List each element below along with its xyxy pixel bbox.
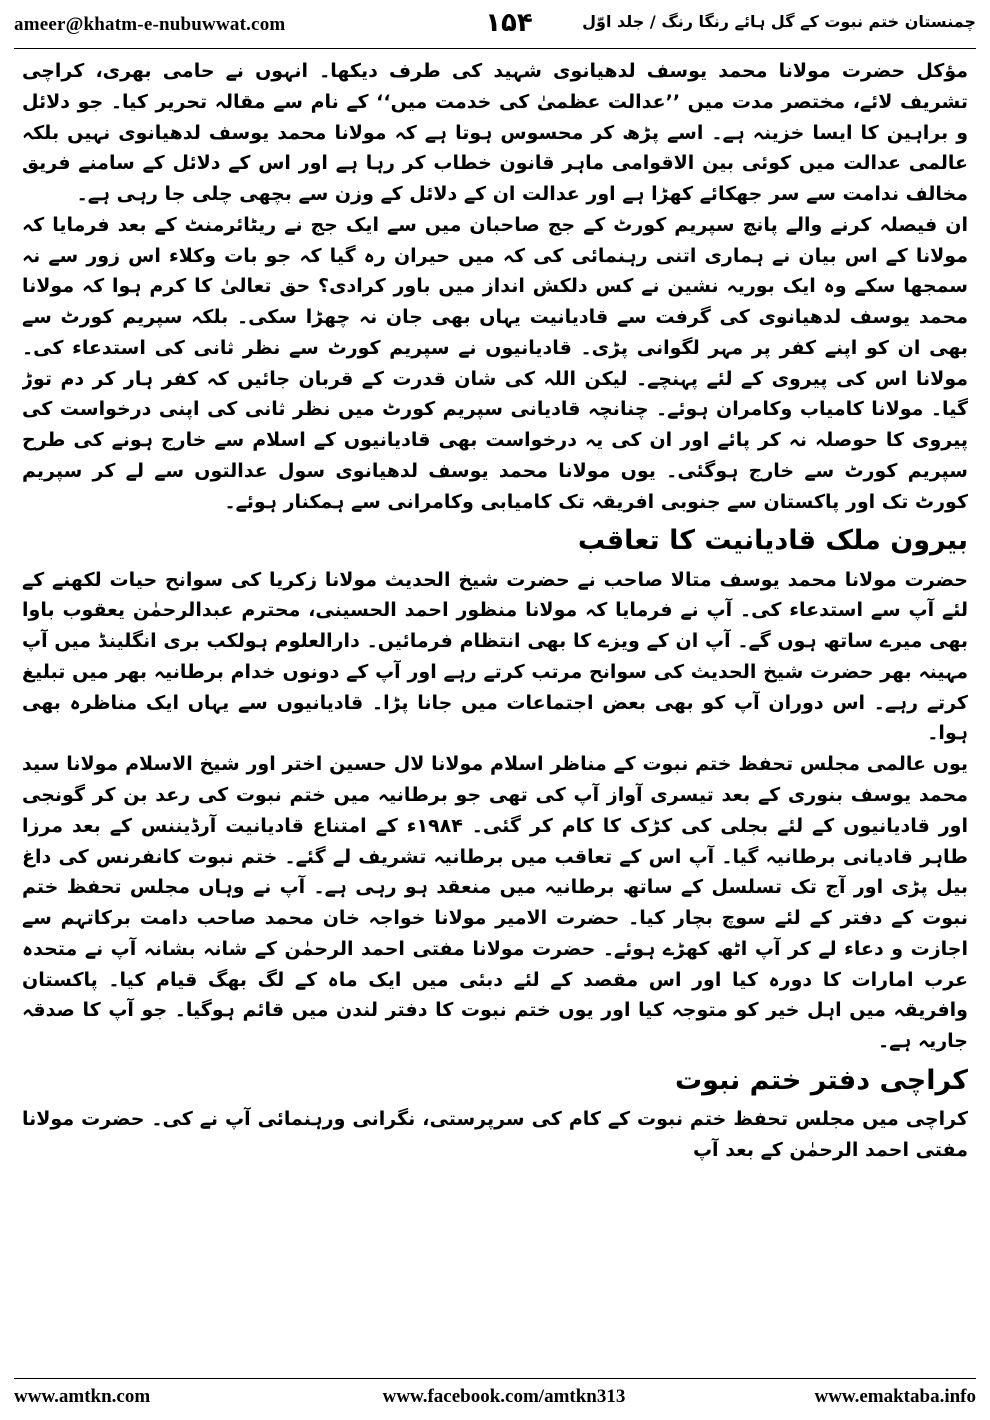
- page-number: ۱۵۴: [485, 8, 533, 38]
- body-paragraph: یوں عالمی مجلس تحفظ ختم نبوت کے مناظر اسلام مولانا لال حسین اختر اور شیخ الاسلام مولانا سید محمد یوسف بنوری کے بعد تیسری آواز آپ کی تھی جو برطانیہ میں ختم نبوت کی رعد بن کر گونجی اور قادیانیوں کے لئے بجلی کی کڑک کا کام کر گئی۔ ۱۹۸۴ء کے امتناع قادیانیت آرڈیننس کے بعد مرزا طاہر قادیانی برطانیہ گیا۔ آپ اس کے تعاقب میں برطانیہ تشریف لے گئے۔ ختم نبوت کانفرنس کی داغ بیل پڑی اور آج تک تسلسل کے ساتھ برطانیہ میں منعقد ہو رہی ہے۔ آپ نے وہاں مجلس تحفظ ختم نبوت کے دفتر کے لئے سوچ بچار کیا۔ حضرت الامیر مولانا خواجہ خان محمد صاحب دامت برکاتہم سے اجازت و دعاء لے کر آپ اٹھ کھڑے ہوئے۔ حضرت مولانا مفتی احمد الرحمٰن کے شانہ بشانہ آپ نے متحدہ عرب امارات کا دورہ کیا اور اس مقصد کے لئے دبئی میں ایک ماہ کے لگ بھگ قیام کیا۔ پاکستان وافریقہ میں اہل خیر کو متوجہ کیا اور یوں ختم نبوت کا دفتر لندن میں قائم ہوگیا۔ جو آپ کا صدقہ جاریہ ہے۔: [22, 753, 968, 1053]
- footer-link-facebook: www.facebook.com/amtkn313: [382, 1386, 626, 1407]
- header-email: ameer@khatm-e-nubuwwat.com: [14, 14, 286, 35]
- footer-link-amtkn: www.amtkn.com: [14, 1386, 151, 1407]
- body-paragraph: ان فیصلہ کرنے والے پانچ سپریم کورٹ کے جج صاحبان میں سے ایک جج نے ریٹائرمنٹ کے بعد فرمایا کہ مولانا کے اس بیان نے ہماری اتنی رہنمائی کی کہ میں حیران رہ گیا کہ جو بات وکلاء اس زور سے نہ سمجھا سکے وہ ایک بوریہ نشین نے کس دلکش انداز میں باور کرادی؟ حق تعالیٰ کا کرم ہوا کہ مولانا محمد یوسف لدھیانوی کی گرفت سے قادیانیت یہاں بھی جان نہ چھڑا سکی۔ بلکہ سپریم کورٹ سے بھی ان کو اپنے کفر پر مہر لگوانی پڑی۔ قادیانیوں نے سپریم کورٹ سے نظر ثانی کی استدعاء کی۔ مولانا اس کی پیروی کے لئے پہنچے۔ لیکن اللہ کی شان قدرت کے قربان جائیں کہ کفر ہار کر دم توڑ گیا۔ مولانا کامیاب وکامران ہوئے۔ چنانچہ قادیانی سپریم کورٹ میں نظر ثانی کی اپنی درخواست کی پیروی کا حوصلہ نہ کر پائے اور ان کی یہ درخواست بھی قادیانیوں کے اسلام سے خارج ہونے کی طرح سپریم کورٹ سے خارج ہوگئی۔ یوں مولانا محمد یوسف لدھیانوی سول عدالتوں سے لے کر سپریم کورٹ تک اور پاکستان سے جنوبی افریقہ تک کامیابی وکامرانی سے ہمکنار ہوئے۔: [22, 213, 968, 513]
- footer-link-emaktaba: www.emaktaba.info: [814, 1386, 976, 1407]
- section-heading: کراچی دفتر ختم نبوت: [675, 1064, 968, 1096]
- page-body: [22, 56, 968, 1372]
- page-footer: [14, 1384, 976, 1412]
- footer-divider: [14, 1378, 976, 1379]
- page-header: [14, 8, 976, 42]
- body-paragraph: مؤکل حضرت مولانا محمد یوسف لدھیانوی شہید کی طرف دیکھا۔ انہوں نے حامی بھری، کراچی تشریف لائے، مختصر مدت میں ’’عدالت عظمیٰ کی خدمت میں‘‘ کے نام سے مقالہ تحریر کیا۔ جو دلائل و براہین کا ایسا خزینہ ہے۔ اسے پڑھ کر محسوس ہوتا ہے کہ مولانا محمد یوسف لدھیانوی نہیں بلکہ عالمی عدالت میں کوئی بین الاقوامی ماہر قانون خطاب کر رہا ہے اور اس کے دلائل کے سامنے فریق مخالف ندامت سے سر جھکائے کھڑا ہے اور عدالت ان کے دلائل کے وزن سے بچھی چلی جا رہی ہے۔: [22, 60, 968, 206]
- body-paragraph: حضرت مولانا محمد یوسف متالا صاحب نے حضرت شیخ الحدیث مولانا زکریا کی سوانح حیات لکھنے کے لئے آپ سے استدعاء کی۔ آپ نے فرمایا کہ مولانا منظور احمد الحسینی، محترم عبدالرحمٰن یعقوب باوا بھی میرے ساتھ ہوں گے۔ آپ ان کے ویزے کا بھی انتظام فرمائیں۔ دارالعلوم ہولکب بری انگلینڈ میں آپ مہینہ بھر حضرت شیخ الحدیث کی سوانح مرتب کرتے رہے اور آپ کے دونوں خدام برطانیہ بھر میں تبلیغ کرتے رہے۔ اس دوران آپ کو بھی بعض اجتماعات میں جانا پڑا۔ قادیانیوں سے یہاں ایک مناظرہ بھی ہوا۔: [22, 568, 968, 745]
- book-title: چمنستان ختم نبوت کے گل ہائے رنگا رنگ / جلد اوّل: [582, 12, 976, 31]
- body-paragraph: کراچی میں مجلس تحفظ ختم نبوت کے کام کی سرپرستی، نگرانی ورہنمائی آپ نے کی۔ حضرت مولانا مفتی احمد الرحمٰن کے بعد آپ: [22, 1108, 968, 1161]
- section-heading: بیرون ملک قادیانیت کا تعاقب: [577, 525, 968, 557]
- header-divider: [14, 48, 976, 49]
